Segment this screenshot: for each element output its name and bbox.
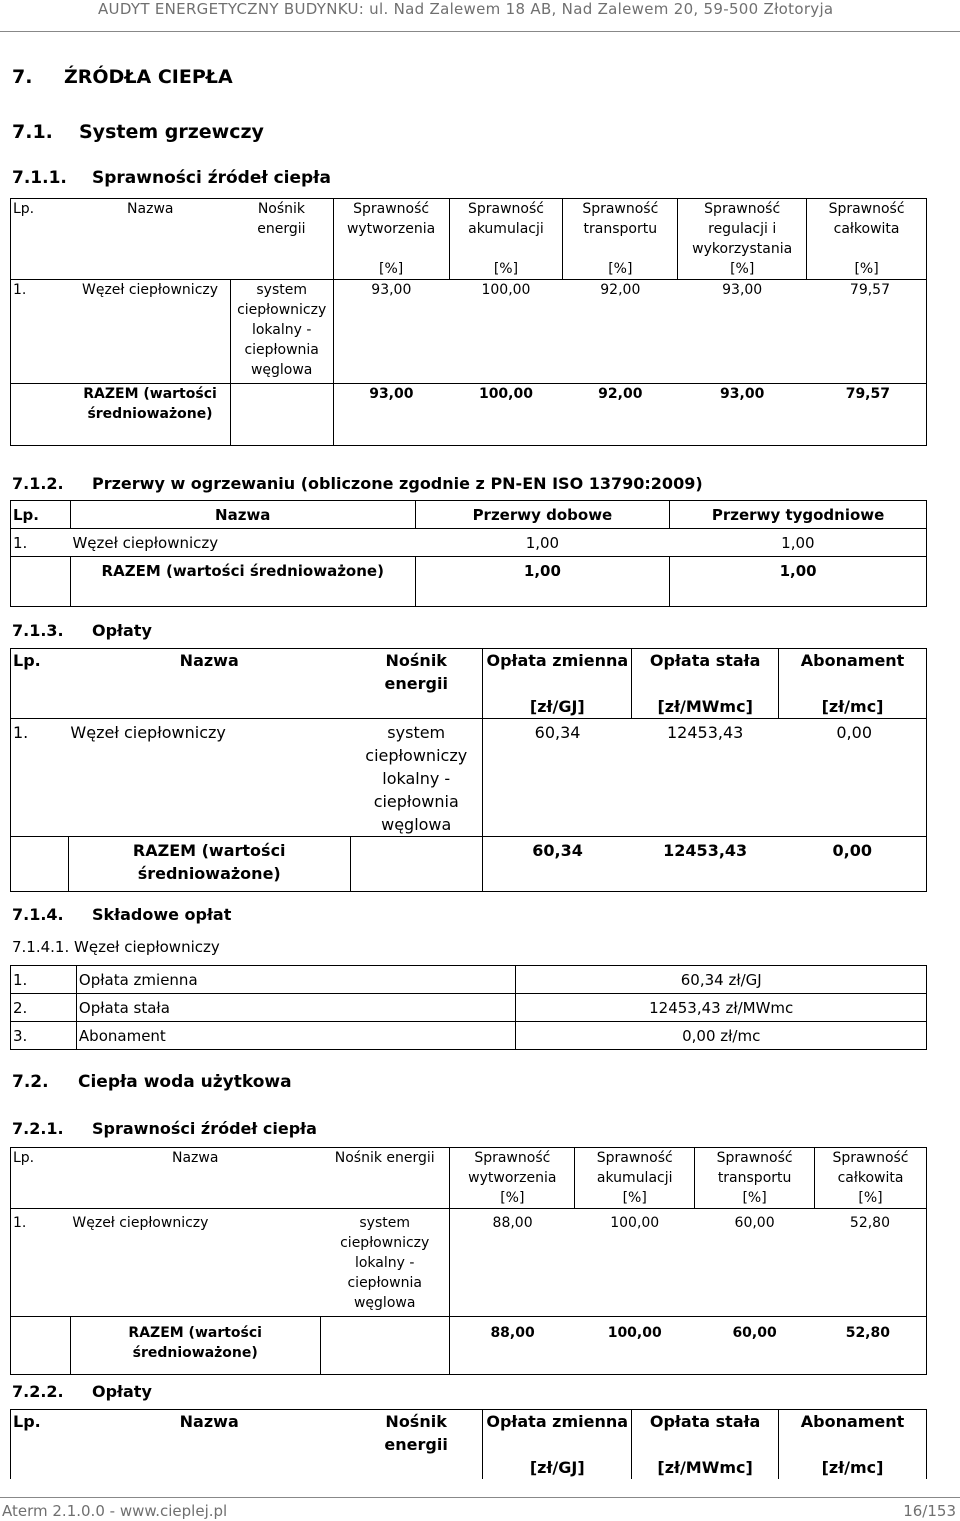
section-7-2-heading: 7.2. Ciepła woda użytkowa <box>12 1072 292 1092</box>
section-7-1-2-heading: 7.1.2. Przerwy w ogrzewaniu (obliczone zgodnie z PN-EN ISO 13790:2009) <box>12 474 703 493</box>
table-total-row: RAZEM (wartości średnioważone) 88,00 100,00 60,00 52,80 <box>11 1317 927 1375</box>
section-7-heading: 7. ŹRÓDŁA CIEPŁA <box>12 66 233 88</box>
section-7-1-1-heading: 7.1.1. Sprawności źródeł ciepła <box>12 168 331 188</box>
section-7-1-3-heading: 7.1.3. Opłaty <box>12 621 152 640</box>
header-divider <box>0 31 960 32</box>
fees-table-heating <box>10 648 927 892</box>
section-7-2-1-heading: 7.2.1. Sprawności źródeł ciepła <box>12 1119 317 1138</box>
section-7-1-4-heading: 7.1.4. Składowe opłat <box>12 905 232 924</box>
table-total-row: RAZEM (wartości średnioważone) 60,34 12453,43 0,00 <box>11 837 927 892</box>
table-row: 1. Opłata zmienna 60,34 zł/GJ <box>11 966 927 994</box>
table-row: 1. Węzeł ciepłowniczy system ciepłowniczy lokalny - ciepłownia węglowa 60,34 12453,43 0,00 <box>11 719 927 837</box>
table-header-row: Lp. Nazwa Nośnik energii Opłata zmienna Opłata stała Abonament <box>11 1410 927 1457</box>
page-number: 16/153 <box>903 1502 956 1520</box>
footer-software: Aterm 2.1.0.0 - www.cieplej.pl <box>2 1502 228 1520</box>
efficiency-table-hot-water <box>10 1147 927 1375</box>
table-header-row: Lp. Nazwa Nośnik energii Opłata zmienna Opłata stała Abonament <box>11 649 927 696</box>
table-row: 1. Węzeł ciepłowniczy system ciepłowniczy lokalny - ciepłownia węglowa 93,00 100,00 92,00 93,00 79,57 <box>11 280 927 384</box>
table-unit-row: [zł/GJ] [zł/MWmc] [zł/mc] <box>11 1456 927 1479</box>
table-unit-row: [%] [%] [%] [%] [%] <box>11 259 927 280</box>
subsection-title: 7.1.4.1. Węzeł ciepłowniczy <box>12 938 220 956</box>
heating-breaks-table <box>10 500 927 607</box>
section-7-1-heading: 7.1. System grzewczy <box>12 121 264 143</box>
fee-components-table <box>10 965 927 1050</box>
footer-divider <box>0 1497 960 1498</box>
table-total-row: RAZEM (wartości średnioważone) 1,00 1,00 <box>11 557 927 607</box>
table-header-row: Lp. Nazwa Nośnik energii Sprawność wytworzenia Sprawność akumulacji Sprawność transportu Sprawność regulacji i wykorzystania Sprawność całkowita <box>11 199 927 260</box>
table-row: 3. Abonament 0,00 zł/mc <box>11 1022 927 1050</box>
table-unit-row: [zł/GJ] [zł/MWmc] [zł/mc] <box>11 695 927 719</box>
table-total-row: RAZEM (wartości średnioważone) 93,00 100,00 92,00 93,00 79,57 <box>11 384 927 446</box>
table-header-row: Lp. Nazwa Nośnik energii Sprawność wytworzenia Sprawność akumulacji Sprawność transportu Sprawność całkowita <box>11 1148 927 1189</box>
document-header: AUDYT ENERGETYCZNY BUDYNKU: ul. Nad Zalewem 18 AB, Nad Zalewem 20, 59-500 Złotoryja <box>98 0 834 18</box>
table-unit-row: [%] [%] [%] [%] <box>11 1188 927 1209</box>
table-row: 1. Węzeł ciepłowniczy system ciepłowniczy lokalny - ciepłownia węglowa 88,00 100,00 60,00 52,80 <box>11 1209 927 1317</box>
table-header-row: Lp. Nazwa Przerwy dobowe Przerwy tygodniowe <box>11 501 927 529</box>
efficiency-table-heating <box>10 198 927 446</box>
table-row: 1. Węzeł ciepłowniczy 1,00 1,00 <box>11 529 927 557</box>
fees-table-hot-water <box>10 1409 927 1479</box>
section-7-2-2-heading: 7.2.2. Opłaty <box>12 1382 152 1401</box>
table-row: 2. Opłata stała 12453,43 zł/MWmc <box>11 994 927 1022</box>
